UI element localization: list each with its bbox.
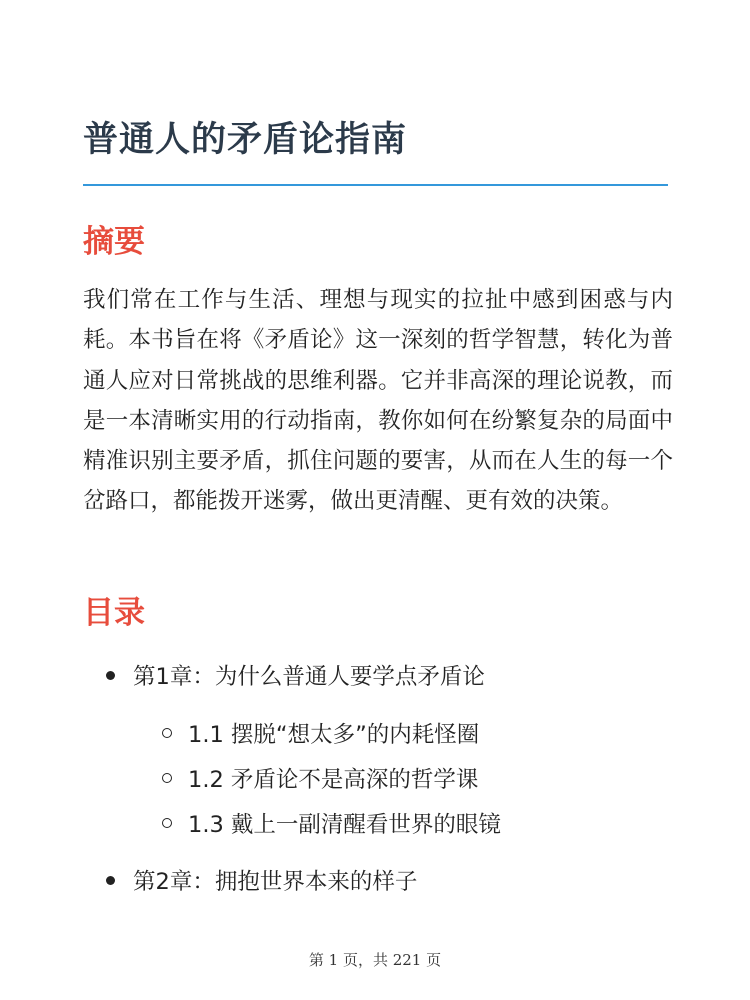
toc-section-1-1-label: 1.1 摆脱“想太多”的内耗怪圈 [188,722,480,748]
toc-chapter-2[interactable] [106,862,417,898]
toc-section-1-2-label: 1.2 矛盾论不是高深的哲学课 [188,767,479,793]
bullet-dot-icon [106,671,115,680]
toc-section-1-1[interactable] [162,715,479,751]
toc-section-1-2[interactable] [162,760,478,796]
toc-section-1-3-label: 1.3 戴上一副清醒看世界的眼镜 [188,812,501,838]
bullet-circle-icon [162,773,172,783]
toc-section-1-3[interactable] [162,805,501,841]
toc-chapter-1[interactable] [106,657,485,693]
abstract-paragraph: 我们常在工作与生活、理想与现实的拉扯中感到困惑与内耗。本书旨在将《矛盾论》这一深刻的哲学智慧，转化为普通人应对日常挑战的思维利器。它并非高深的理论说教，而是一本清晰实用的行动指南，教你如何在纷繁复杂的局面中精准识别主要矛盾，抓住问题的要害，从而在人生的每一个岔路口，都能拨开迷雾，做出更清醒、更有效的决策。 [83,287,673,515]
bullet-dot-icon [106,876,115,885]
bullet-circle-icon [162,728,172,738]
toc-chapter-2-label: 第2章：拥抱世界本来的样子 [133,869,418,895]
toc-chapter-1-label: 第1章：为什么普通人要学点矛盾论 [133,664,485,690]
page-number: 第 1 页，共 221 页 [308,951,442,969]
bullet-circle-icon [162,818,172,828]
abstract-heading: 摘要 [83,224,145,260]
toc-heading: 目录 [83,595,145,631]
page-title: 普通人的矛盾论指南 [83,120,408,160]
